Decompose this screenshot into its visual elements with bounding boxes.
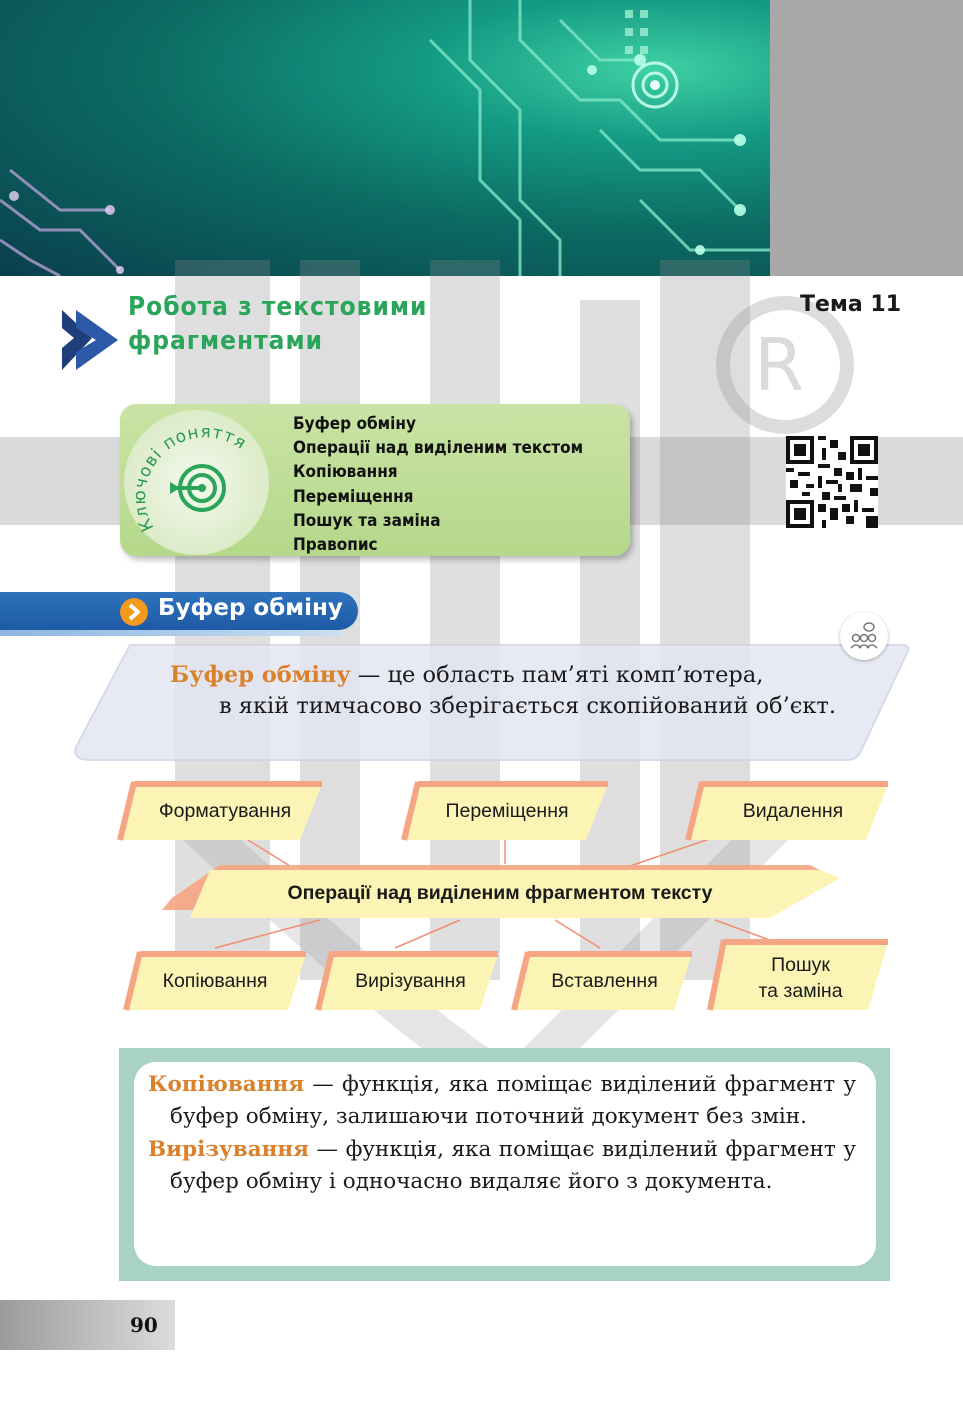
diagram-center-label: Операції над виділеним фрагментом тексту bbox=[287, 882, 713, 904]
diagram-op-moving: Переміщення bbox=[445, 800, 569, 822]
definition-cutting bbox=[148, 1134, 856, 1197]
key-concept-item: Правопис bbox=[293, 535, 378, 556]
diagram-op-copying: Копіювання bbox=[162, 970, 268, 992]
definition-body-line1: — це область пам’яті комп’ютера, bbox=[350, 662, 764, 688]
definition-body-line2: в якій тимчасово зберігається скопійований об’єкт. bbox=[218, 693, 836, 719]
section-title: Буфер обміну bbox=[158, 595, 343, 621]
definition-copying-body: — функція, яка поміщає виділений фрагмент у буфер обміну, залишаючи поточний документ без змін. bbox=[170, 1072, 856, 1129]
key-concepts-list bbox=[293, 412, 583, 557]
definitions-text bbox=[148, 1069, 856, 1199]
definition-term: Буфер обміну bbox=[170, 662, 351, 688]
definition-cutting-body: — функція, яка поміщає виділений фрагмент у буфер обміну і одночасно видаляє його з документа. bbox=[170, 1137, 856, 1194]
topic-arrow-icon bbox=[62, 308, 120, 372]
chevron-right-icon bbox=[120, 598, 148, 626]
diagram-op-deleting: Видалення bbox=[742, 800, 844, 822]
qr-code[interactable] bbox=[786, 436, 878, 528]
svg-text:R: R bbox=[754, 323, 805, 407]
target-icon bbox=[170, 466, 224, 510]
key-concept-item: Переміщення bbox=[293, 486, 414, 507]
svg-text:Ключові поняття bbox=[130, 422, 250, 534]
page-number: 90 bbox=[130, 1313, 158, 1337]
key-concept-item: Копіювання bbox=[293, 462, 398, 483]
topic-number: Тема 11 bbox=[800, 292, 902, 317]
header-side-panel bbox=[770, 0, 963, 276]
group-work-icon bbox=[840, 612, 888, 660]
topic-title: Робота з текстовими фрагментами bbox=[128, 292, 428, 356]
diagram-op-find-replace: Пошук та заміна bbox=[758, 954, 843, 1002]
diagram-op-cutting: Вирізування bbox=[355, 970, 466, 992]
key-concepts-label bbox=[124, 410, 269, 555]
key-concept-item: Буфер обміну bbox=[293, 414, 416, 434]
key-concept-item: Операції над виділеним текстом bbox=[293, 438, 584, 459]
diagram-op-pasting: Вставлення bbox=[551, 970, 658, 992]
key-concepts-label-text: Ключові поняття bbox=[130, 422, 251, 535]
header-banner-image bbox=[0, 0, 770, 276]
definition-text bbox=[170, 660, 838, 722]
key-concept-item: Пошук та заміна bbox=[293, 510, 441, 531]
definition-copying-term: Копіювання bbox=[148, 1072, 305, 1097]
definition-cutting-term: Вирізування bbox=[148, 1137, 310, 1162]
definition-copying bbox=[148, 1069, 856, 1132]
diagram-op-formatting: Форматування bbox=[158, 800, 292, 822]
